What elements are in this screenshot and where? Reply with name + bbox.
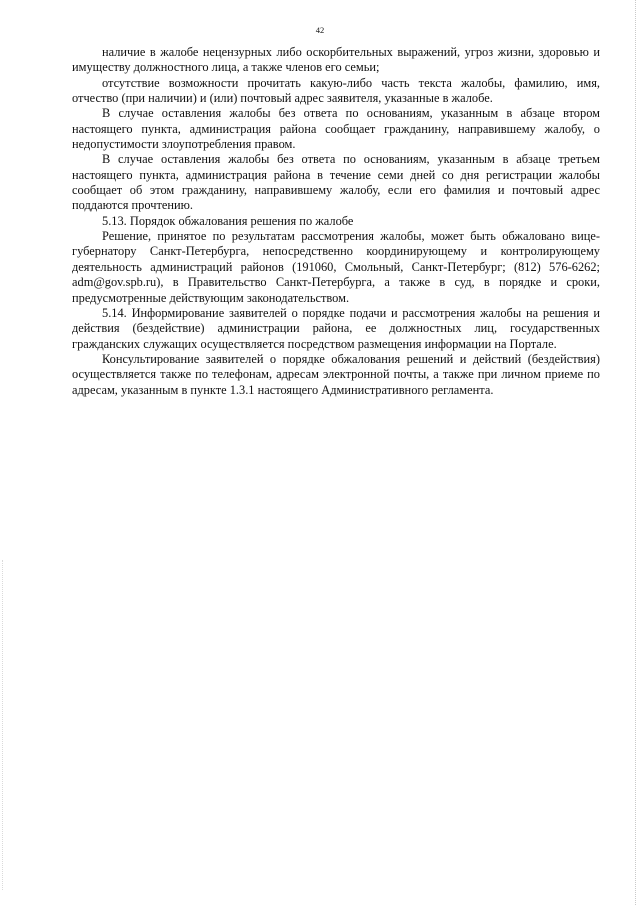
paragraph-grounds-obscene-language: наличие в жалобе нецензурных либо оскорбительных выражений, угроз жизни, здоровью и имуществу должностного лица, а также членов его семьи;: [72, 45, 600, 75]
page-number: 42: [315, 25, 325, 35]
paragraph-consulting: Консультирование заявителей о порядке обжалования решений и действий (бездействия) осуществляется также по телефонам, адресам электронной почты, а также при личном приеме по адресам, указанным в пункте 1.3.1 настоящего Административного регламента.: [72, 351, 600, 397]
paragraph-grounds-unreadable-text: отсутствие возможности прочитать какую-либо часть текста жалобы, фамилию, имя, отчество (при наличии) и (или) почтовый адрес заявителя, указанные в жалобе.: [72, 75, 600, 106]
scan-edge-right: [634, 0, 636, 905]
paragraph-5-14-informing: 5.14. Информирование заявителей о порядке подачи и рассмотрения жалобы на решения и действия (бездействие) администрации района, ее должностных лиц, государственных гражданских служащих осуществляется посредством размещения информации на Портале.: [72, 305, 600, 351]
paragraph-abuse-of-right-notice: В случае оставления жалобы без ответа по основаниям, указанным в абзаце втором настоящего пункта, администрация района сообщает гражданину, направившему жалобу, о недопустимости злоупотребления правом.: [72, 106, 600, 152]
paragraph-unreadable-notice: В случае оставления жалобы без ответа по основаниям, указанным в абзаце третьем настоящего пункта, администрация района в течение семи дней со дня регистрации жалобы сообщает об этом гражданину, направившему жалобу, если его фамилия и почтовый адрес поддаются прочтению.: [72, 152, 600, 213]
section-heading-5-13: 5.13. Порядок обжалования решения по жалобе: [102, 213, 354, 228]
scan-edge-left: [2, 560, 4, 890]
paragraph-appeal-of-decision: Решение, принятое по результатам рассмотрения жалобы, может быть обжаловано вице-губернатору Санкт-Петербурга, непосредственно координирующему и контролирующему деятельность администраций районов (191060, Смольный, Санкт-Петербург; (812) 576-6262; adm@gov.spb.ru), в Правительство Санкт-Петербурга, а также в суд, в порядке и сроки, предусмотренные действующим законодательством.: [72, 229, 600, 305]
document-body: [72, 45, 600, 398]
